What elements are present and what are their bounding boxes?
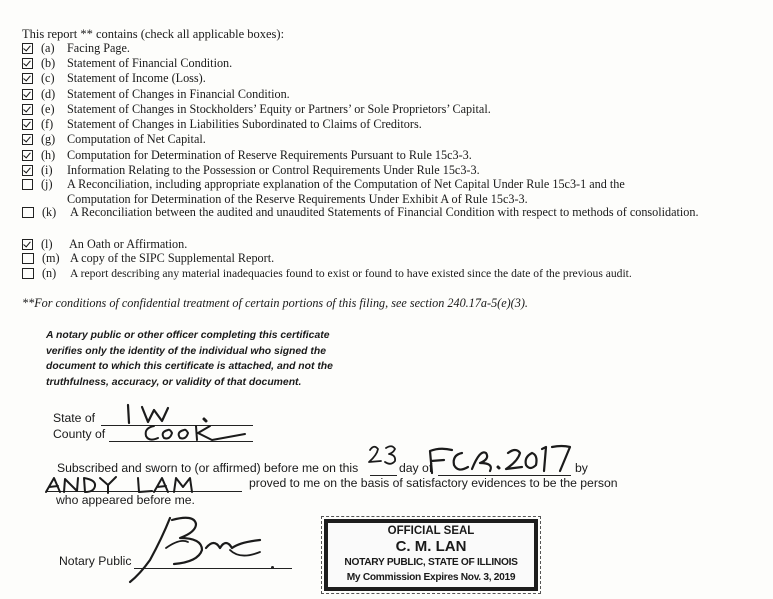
item-text: A Reconciliation between the audited and unaudited Statements of Financial Condition with respect to methods of consolidation. [70, 205, 699, 219]
month-year-handwriting [420, 441, 580, 477]
checked-box-icon[interactable] [22, 43, 33, 54]
seal-title: OFFICIAL SEAL [387, 525, 475, 537]
item-code: (j) [41, 177, 53, 191]
checked-box-icon[interactable] [22, 119, 33, 130]
item-text: Statement of Changes in Stockholders’ Equity or Partners’ or Sole Proprietors’ Capital. [67, 102, 491, 116]
county-handwriting [140, 418, 250, 444]
checked-box-icon[interactable] [22, 165, 33, 176]
checked-box-icon[interactable] [22, 134, 33, 145]
item-code: (n) [42, 266, 57, 280]
unchecked-box-icon[interactable] [22, 179, 33, 190]
county-label: County of [53, 427, 106, 441]
checked-box-icon[interactable] [22, 239, 33, 250]
day-of-label: day of [399, 461, 433, 475]
disclaimer-line: truthfulness, accuracy, or validity of that document. [46, 376, 302, 388]
checklist-item [22, 87, 757, 102]
seal-line-2: My Commission Expires Nov. 3, 2019 [346, 572, 516, 583]
notary-disclaimer [46, 328, 366, 390]
item-code: (h) [41, 148, 56, 162]
item-text: A Reconciliation, including appropriate explanation of the Computation of Net Capital Under Rule 15c3-1 and the Computation for Determination of the Reserve Requirements Under Exhibit A of Rule 15c3-3. [67, 177, 625, 206]
checklist-item [22, 163, 757, 178]
checklist-item [22, 71, 757, 86]
proved-text: proved to me on the basis of satisfactory evidences to be the person [249, 476, 618, 490]
item-code: (a) [41, 41, 55, 55]
item-code: (c) [41, 71, 55, 85]
subscribed-text: Subscribed and sworn to (or affirmed) before me on this [57, 461, 359, 475]
unchecked-box-icon[interactable] [22, 207, 34, 218]
item-code: (i) [41, 163, 53, 177]
checklist-item [22, 177, 687, 207]
item-code: (f) [41, 117, 54, 131]
unchecked-box-icon[interactable] [22, 253, 34, 264]
unchecked-box-icon[interactable] [22, 268, 34, 279]
checked-box-icon[interactable] [22, 150, 33, 161]
checklist-item [22, 205, 712, 220]
checklist-item [22, 56, 757, 71]
checklist-item [22, 132, 757, 147]
disclaimer-line: A notary public or other officer completing this certificate [46, 330, 330, 341]
item-text: Statement of Changes in Financial Condition. [67, 87, 290, 101]
item-code: (m) [42, 251, 60, 265]
checklist-item [22, 41, 757, 56]
item-text: Computation of Net Capital. [67, 132, 206, 146]
item-text: An Oath or Affirmation. [69, 237, 188, 251]
confidential-footnote: **For conditions of confidential treatment of certain portions of this filing, see section 240.17a-5(e)(3). [22, 296, 528, 310]
report-intro: This report ** contains (check all applicable boxes): [22, 27, 285, 41]
disclaimer-line: verifies only the identity of the individual who signed the [46, 345, 326, 357]
item-text: Statement of Changes in Liabilities Subordinated to Claims of Creditors. [67, 117, 422, 131]
checked-box-icon[interactable] [22, 58, 33, 69]
item-text: Information Relating to the Possession or Control Requirements Under Rule 15c3-3. [67, 163, 480, 177]
official-seal-stamp [324, 519, 538, 591]
item-text: Statement of Financial Condition. [67, 56, 233, 70]
checklist-item [22, 117, 757, 132]
seal-line-1: NOTARY PUBLIC, STATE OF ILLINOIS [344, 557, 518, 568]
item-code: (k) [42, 205, 57, 219]
state-label: State of [53, 411, 96, 425]
item-text: Facing Page. [67, 41, 130, 55]
checked-box-icon[interactable] [22, 89, 33, 100]
checklist-item [22, 251, 757, 266]
checklist-item [22, 102, 757, 117]
item-code: (b) [41, 56, 56, 70]
item-code: (l) [41, 237, 53, 251]
item-text: Computation for Determination of Reserve Requirements Pursuant to Rule 15c3-3. [67, 148, 472, 162]
checklist-item [22, 148, 757, 163]
checked-box-icon[interactable] [22, 104, 33, 115]
item-code: (g) [41, 132, 56, 146]
item-code: (e) [41, 102, 55, 116]
disclaimer-line: document to which this certificate is attached, and not the [46, 361, 333, 372]
item-text: A copy of the SIPC Supplemental Report. [70, 251, 275, 265]
appeared-text: who appeared before me. [56, 493, 195, 507]
item-code: (d) [41, 87, 56, 101]
notary-public-label: Notary Public [59, 554, 132, 568]
checklist-item [22, 237, 757, 252]
item-text: A report describing any material inadequacies found to exist or found to have existed since the date of the previous audit. [70, 267, 632, 280]
checked-box-icon[interactable] [22, 73, 33, 84]
notary-signature [110, 508, 300, 588]
by-label: by [575, 461, 588, 475]
item-text: Statement of Income (Loss). [67, 71, 206, 85]
checklist-item [22, 266, 767, 281]
seal-name: C. M. LAN [395, 538, 467, 555]
